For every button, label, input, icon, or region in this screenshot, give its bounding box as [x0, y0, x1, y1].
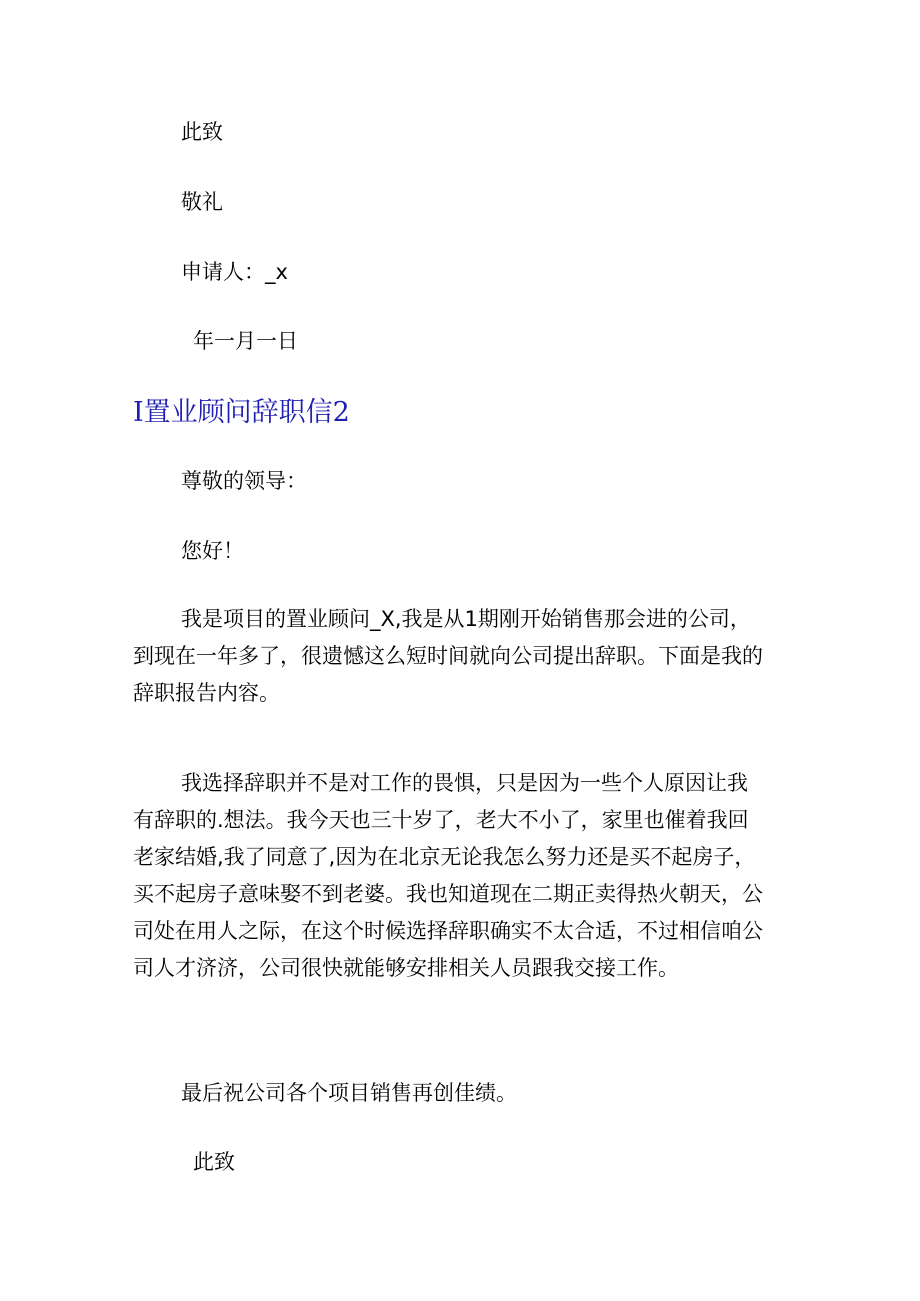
paragraph-wishes: 最后祝公司各个项目销售再创佳绩。	[181, 1081, 517, 1105]
paragraph-line: 辞职报告内容。	[133, 681, 280, 705]
paragraph-line: 老家结婚,我了同意了,因为在北京无论我怎么努力还是买不起房子，	[133, 845, 756, 869]
date-line: 年一月一日	[193, 329, 298, 353]
paragraph-line: 我选择辞职并不是对工作的畏惧，只是因为一些个人原因让我	[181, 771, 748, 795]
paragraph-reason	[133, 765, 775, 987]
applicant-line: 申请人：_x	[181, 260, 288, 284]
letter-closing: 此致	[193, 1150, 235, 1174]
paragraph-line: 司人才济济，公司很快就能够安排相关人员跟我交接工作。	[133, 956, 679, 980]
paragraph-line: 有辞职的.想法。我今天也三十岁了，老大不小了，家里也催着我回	[133, 808, 749, 832]
closing-salutation: 此致	[181, 120, 223, 144]
letter-hello: 您好！	[181, 539, 244, 563]
letter-greeting: 尊敬的领导：	[181, 469, 307, 493]
section-heading: I置业顾问辞职信2	[133, 397, 350, 428]
paragraph-line: 我是项目的置业顾问_X,我是从1期刚开始销售那会进的公司，	[181, 607, 751, 631]
paragraph-intro	[133, 601, 775, 712]
paragraph-line: 买不起房子意味娶不到老婆。我也知道现在二期正卖得热火朝天，公	[133, 882, 763, 906]
paragraph-line: 司处在用人之际，在这个时候选择辞职确实不太合适，不过相信咱公	[133, 919, 763, 943]
closing-regards: 敬礼	[181, 190, 223, 214]
paragraph-line: 到现在一年多了，很遗憾这么短时间就向公司提出辞职。下面是我的	[133, 644, 763, 668]
